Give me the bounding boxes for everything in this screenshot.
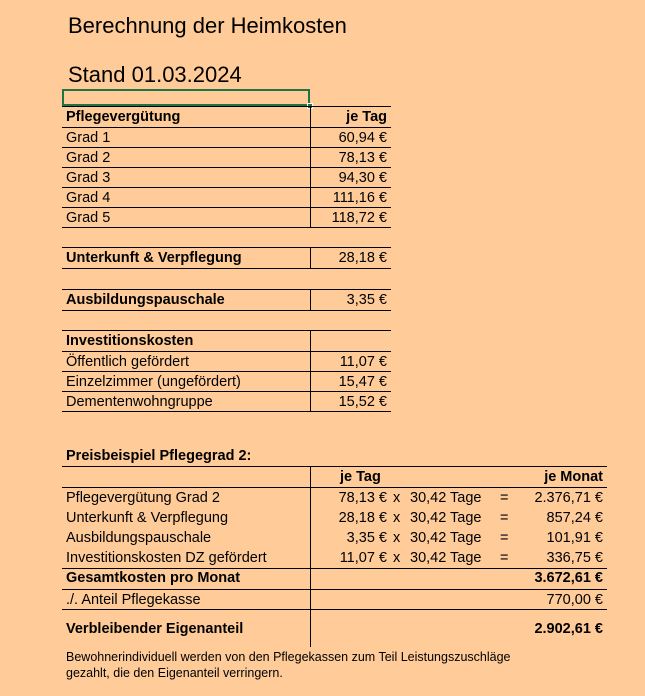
pflege-grad-value: 94,30 € <box>338 170 387 186</box>
beispiel-row-tag: 11,07 € <box>339 550 387 566</box>
beispiel-row-label: Pflegevergütung Grad 2 <box>66 490 220 506</box>
invest-value: 15,47 € <box>338 374 387 390</box>
pflege-col-header: je Tag <box>346 109 387 125</box>
pflege-grad-label: Grad 2 <box>66 150 111 166</box>
beispiel-row-monat: 857,24 € <box>546 510 603 526</box>
beispiel-row-eq: = <box>500 530 509 546</box>
pflege-grad-value: 118,72 € <box>331 210 387 226</box>
pflege-grad-value: 111,16 € <box>332 190 387 206</box>
invest-value: 15,52 € <box>338 394 387 410</box>
invest-value: 11,07 € <box>339 354 387 370</box>
invest-header: Investitionskosten <box>66 333 194 349</box>
stand-date: Stand 01.03.2024 <box>68 62 242 87</box>
beispiel-row-tage: 30,42 Tage <box>410 510 482 526</box>
gesamt-label: Gesamtkosten pro Monat <box>66 570 241 586</box>
footnote-line: Bewohnerindividuell werden von den Pflegekassen zum Teil Leistungszuschläge <box>66 650 511 664</box>
pflege-grad-label: Grad 4 <box>66 190 111 206</box>
pflegekasse-value: 770,00 € <box>546 592 603 608</box>
pflege-header: Pflegevergütung <box>66 109 181 125</box>
beispiel-row-tage: 30,42 Tage <box>410 550 482 566</box>
beispiel-row-eq: = <box>500 490 509 506</box>
beispiel-row-eq: = <box>500 550 509 566</box>
beispiel-row-tag: 78,13 € <box>338 490 387 506</box>
beispiel-row-monat: 336,75 € <box>546 550 603 566</box>
eigenanteil-label: Verbleibender Eigenanteil <box>66 621 244 637</box>
footnote-line: gezahlt, die den Eigenanteil verringern. <box>66 666 283 680</box>
page-title: Berechnung der Heimkosten <box>68 13 347 38</box>
beispiel-row-eq: = <box>500 510 509 526</box>
ausbildung-value: 3,35 € <box>346 292 387 308</box>
beispiel-row-tag: 28,18 € <box>338 510 387 526</box>
beispiel-row-tag: 3,35 € <box>346 530 387 546</box>
pflege-grad-label: Grad 3 <box>66 170 111 186</box>
pflege-grad-label: Grad 1 <box>66 130 111 146</box>
invest-label: Einzelzimmer (ungefördert) <box>66 374 241 390</box>
ausbildung-label: Ausbildungspauschale <box>66 292 225 308</box>
beispiel-row-monat: 101,91 € <box>546 530 603 546</box>
pflegekasse-label: ./. Anteil Pflegekasse <box>66 592 201 608</box>
unterkunft-value: 28,18 € <box>338 250 387 266</box>
pflege-grad-value: 60,94 € <box>338 130 387 146</box>
beispiel-row-tage: 30,42 Tage <box>410 490 482 506</box>
beispiel-title: Preisbeispiel Pflegegrad 2: <box>66 448 252 464</box>
gesamt-value: 3.672,61 € <box>534 570 603 586</box>
beispiel-col-monat: je Monat <box>544 469 603 485</box>
eigenanteil-value: 2.902,61 € <box>534 621 603 637</box>
unterkunft-label: Unterkunft & Verpflegung <box>66 250 242 266</box>
beispiel-row-label: Ausbildungspauschale <box>66 530 212 546</box>
beispiel-row-x: x <box>393 510 401 526</box>
invest-label: Dementenwohngruppe <box>66 394 213 410</box>
beispiel-row-label: Unterkunft & Verpflegung <box>66 510 229 526</box>
beispiel-row-tage: 30,42 Tage <box>410 530 482 546</box>
invest-label: Öffentlich gefördert <box>66 354 190 370</box>
beispiel-row-label: Investitionskosten DZ gefördert <box>66 550 267 566</box>
beispiel-row-monat: 2.376,71 € <box>534 490 603 506</box>
pflege-grad-label: Grad 5 <box>66 210 111 226</box>
beispiel-col-tag: je Tag <box>340 469 381 485</box>
beispiel-row-x: x <box>393 490 401 506</box>
beispiel-row-x: x <box>393 550 401 566</box>
beispiel-row-x: x <box>393 530 401 546</box>
pflege-grad-value: 78,13 € <box>338 150 387 166</box>
selected-cell[interactable] <box>62 89 310 106</box>
